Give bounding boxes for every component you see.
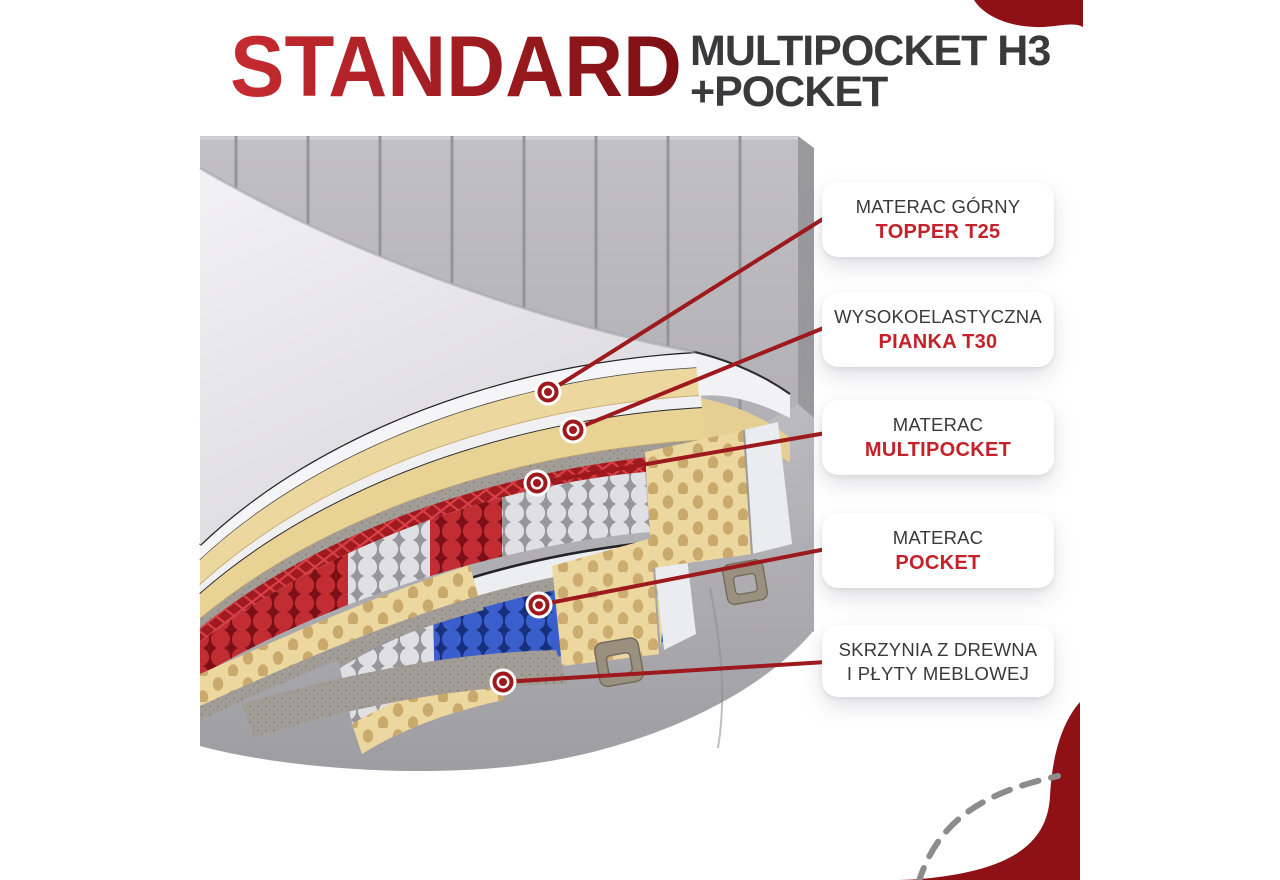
target-marker-icon [524,470,551,497]
label-line1: MATERAC GÓRNY [855,196,1021,217]
brand-title-wrap [228,26,698,110]
label-card-box [822,625,1054,697]
label-line2: POCKET [895,552,981,575]
brand-title: STANDARD [230,26,682,110]
label-card-pianka [822,292,1054,367]
model-line-1: MULTIPOCKET H3 [690,27,1051,75]
model-title [690,27,1090,116]
label-card-multipocket [822,400,1054,475]
label-line1: SKRZYNIA Z DREWNA [838,639,1038,660]
label-card-topper [822,182,1054,257]
label-line1: MATERAC [892,414,984,435]
label-line2: I PŁYTY MEBLOWEJ [846,663,1030,685]
label-line2: TOPPER T25 [875,221,1001,244]
label-line1: WYSOKOELASTYCZNA [834,306,1042,327]
target-marker-icon [535,379,562,406]
label-card-pocket [822,513,1054,588]
corner-blob-top-icon [974,0,1083,27]
label-line2: MULTIPOCKET [864,439,1012,462]
corner-blob-bottom-icon [895,702,1080,880]
label-line2: PIANKA T30 [878,331,998,354]
label-line1: MATERAC [892,527,984,548]
model-line-2: +POCKET [690,67,888,116]
target-marker-icon [490,669,517,696]
target-marker-icon [560,417,587,444]
target-marker-icon [526,592,553,619]
